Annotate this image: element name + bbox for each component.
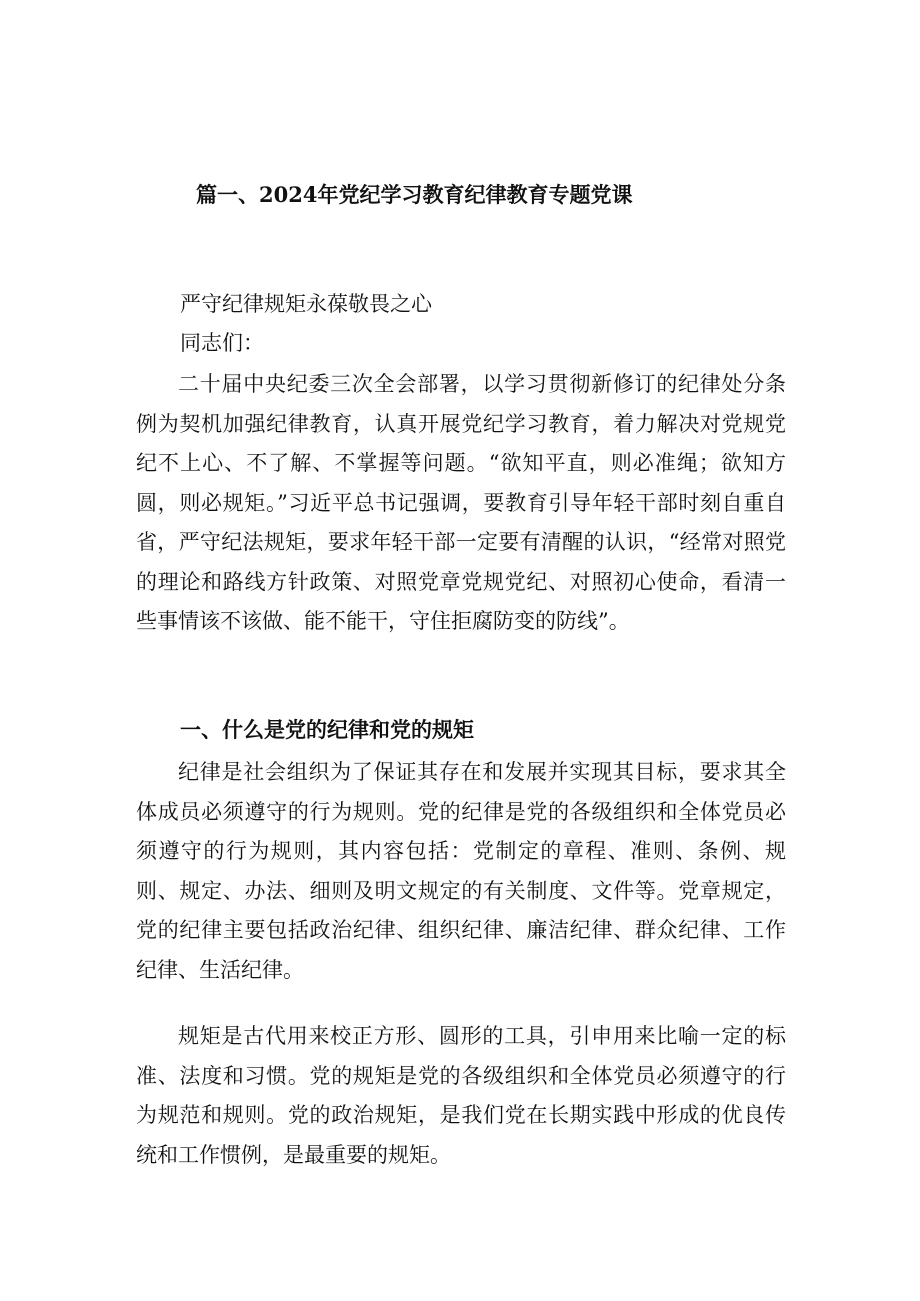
section-heading: 一、什么是党的纪律和党的规矩 [180,717,474,742]
salutation: 同志们： [180,331,264,355]
paragraph-intro: 二十届中央纪委三次全会部署，以学习贯彻新修订的纪律处分条例为契机加强纪律教育，认真开展党纪学习教育，着力解决对党规党纪不上心、不了解、不掌握等问题。“欲知平直，则必准绳；欲知方圆，则必规矩。”习近平总书记强调，要教育引导年轻干部时刻自重自省，严守纪法规矩，要求年轻干部一定要有清醒的认识，“经常对照党的理论和路线方针政策、对照党章党规党纪、对照初心使命，看清一些事情该不该做、能不能干，守住拒腐防变的防线”。 [136,372,786,633]
paragraph-rules: 规矩是古代用来校正方形、圆形的工具，引申用来比喻一定的标准、法度和习惯。党的规矩是党的各级组织和全体党员必须遵守的行为规范和规则。党的政治规矩，是我们党在长期实践中形成的优良传统和工作惯例，是最重要的规矩。 [136,1024,786,1167]
document-subtitle: 严守纪律规矩永葆敬畏之心 [180,292,432,316]
document-title: 篇一、2024年党纪学习教育纪律教育专题党课 [196,182,633,207]
paragraph-discipline: 纪律是社会组织为了保证其存在和发展并实现其目标，要求其全体成员必须遵守的行为规则。党的纪律是党的各级组织和全体党员必须遵守的行为规则，其内容包括：党制定的章程、准则、条例、规则、规定、办法、细则及明文规定的有关制度、文件等。党章规定，党的纪律主要包括政治纪律、组织纪律、廉洁纪律、群众纪律、工作纪律、生活纪律。 [136,760,786,982]
